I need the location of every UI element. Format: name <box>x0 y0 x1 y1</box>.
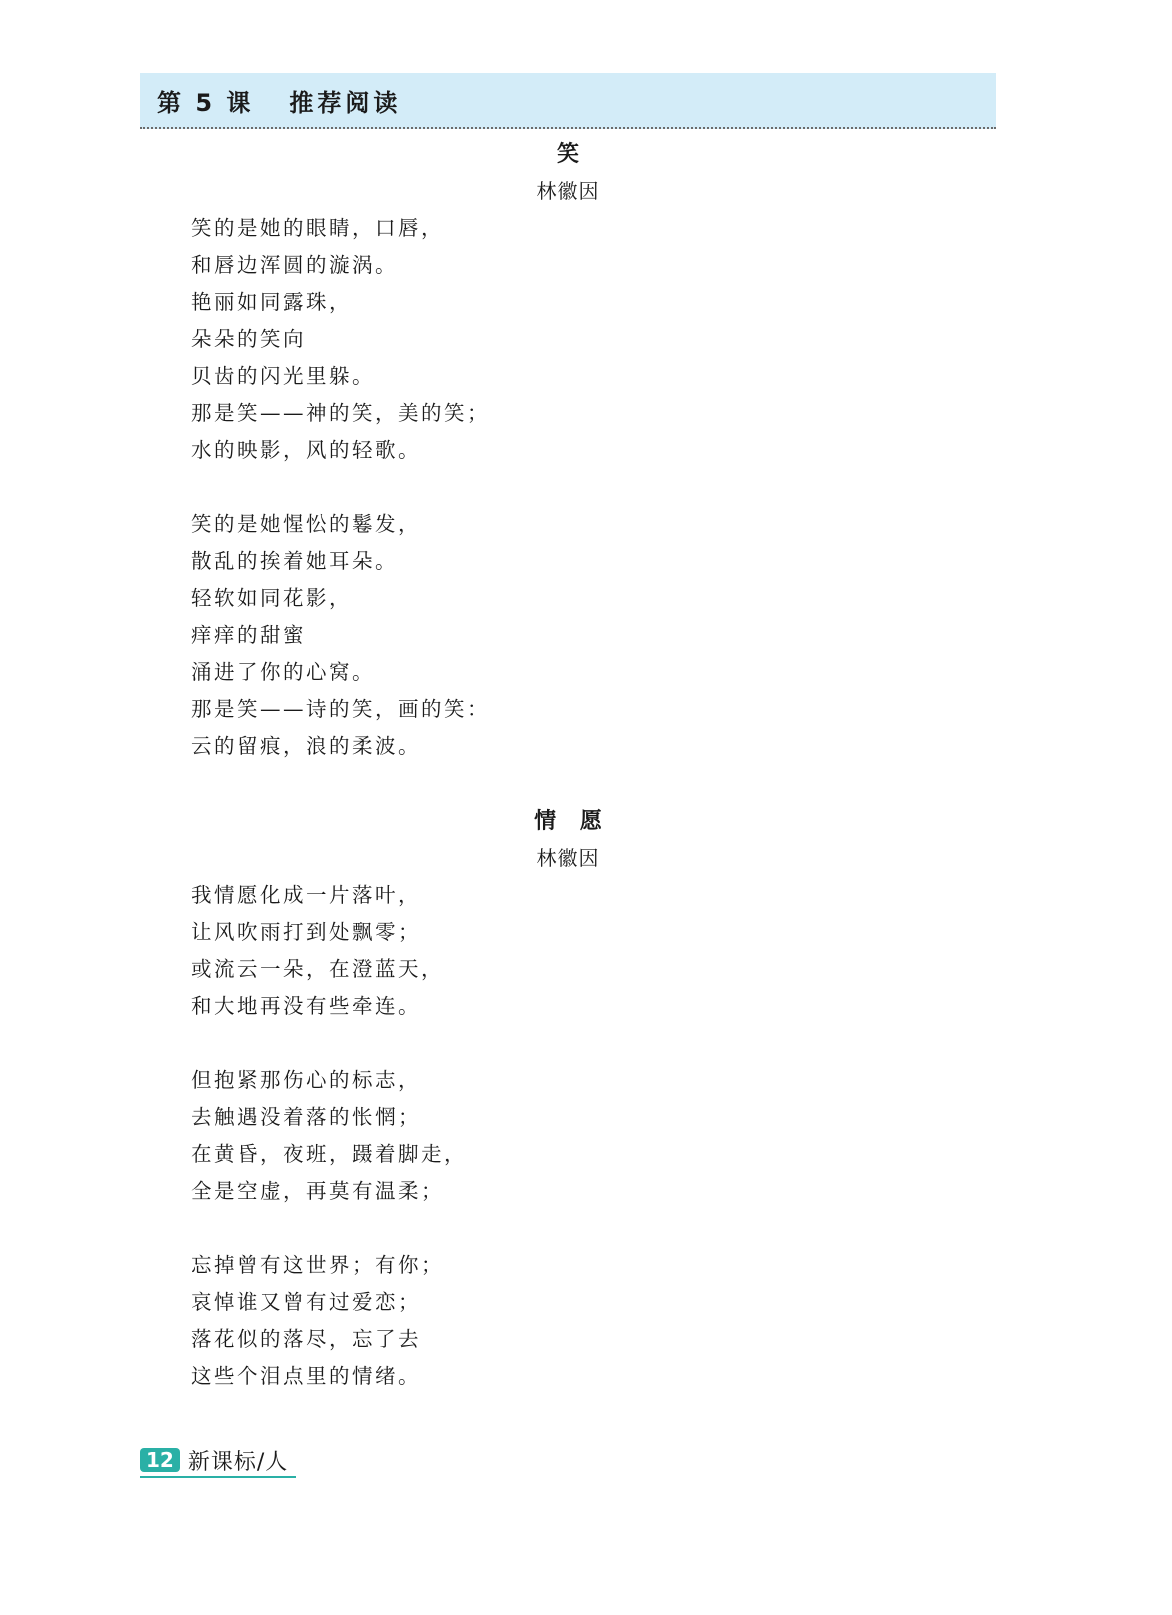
page-number: 12 <box>140 1448 180 1472</box>
poem-line: 或流云一朵，在澄蓝天， <box>191 957 444 981</box>
lesson-title: 推荐阅读 <box>289 88 402 117</box>
poem-xiao <box>140 138 996 765</box>
poem-line: 哀悼谁又曾有过爱恋； <box>191 1290 421 1314</box>
poem-line: 和大地再没有些牵连。 <box>191 994 421 1018</box>
poem-line: 我情愿化成一片落叶， <box>191 883 421 907</box>
poem-line: 落花似的落尽，忘了去 <box>191 1327 421 1351</box>
poem-line: 云的留痕，浪的柔波。 <box>191 734 421 758</box>
lesson-header <box>140 73 996 129</box>
poem-line: 和唇边浑圆的漩涡。 <box>191 253 398 277</box>
poem-title: 情 愿 <box>534 809 610 834</box>
poem-line: 笑的是她的眼睛，口唇， <box>191 216 444 240</box>
stanza <box>191 1247 996 1395</box>
poem-line: 痒痒的甜蜜 <box>191 623 306 647</box>
poem-line: 艳丽如同露珠， <box>191 290 352 314</box>
poem-line: 涌进了你的心窝。 <box>191 660 375 684</box>
series-label: 新课标/人 <box>187 1449 289 1475</box>
poem-line: 这些个泪点里的情绪。 <box>191 1364 421 1388</box>
poem-line: 轻软如同花影， <box>191 586 352 610</box>
poem-line: 贝齿的闪光里躲。 <box>191 364 375 388</box>
stanza <box>191 506 996 765</box>
lesson-number: 第 5 课 <box>157 88 254 117</box>
poem-line: 在黄昏，夜班，蹑着脚走， <box>191 1142 467 1166</box>
poem-author: 林徽因 <box>536 179 600 203</box>
poem-title: 笑 <box>556 142 587 167</box>
poem-line: 让风吹雨打到处飘零； <box>191 920 421 944</box>
poem-line: 去触遇没着落的怅惘； <box>191 1105 421 1129</box>
poem-line: 忘掉曾有这世界；有你； <box>191 1253 444 1277</box>
poem-author: 林徽因 <box>536 846 600 870</box>
poem-line: 散乱的挨着她耳朵。 <box>191 549 398 573</box>
poem-line: 全是空虚，再莫有温柔； <box>191 1179 444 1203</box>
poem-qingyuan <box>140 805 996 1395</box>
poem-line: 那是笑——神的笑，美的笑； <box>191 401 490 425</box>
stanza <box>191 877 996 1025</box>
poem-line: 那是笑——诗的笑，画的笑： <box>191 697 490 721</box>
page-footer <box>140 1444 296 1478</box>
stanza <box>191 210 996 469</box>
poem-line: 笑的是她惺忪的鬈发， <box>191 512 421 536</box>
poem-line: 水的映影，风的轻歌。 <box>191 438 421 462</box>
poem-line: 但抱紧那伤心的标志， <box>191 1068 421 1092</box>
poem-line: 朵朵的笑向 <box>191 327 306 351</box>
stanza <box>191 1062 996 1210</box>
